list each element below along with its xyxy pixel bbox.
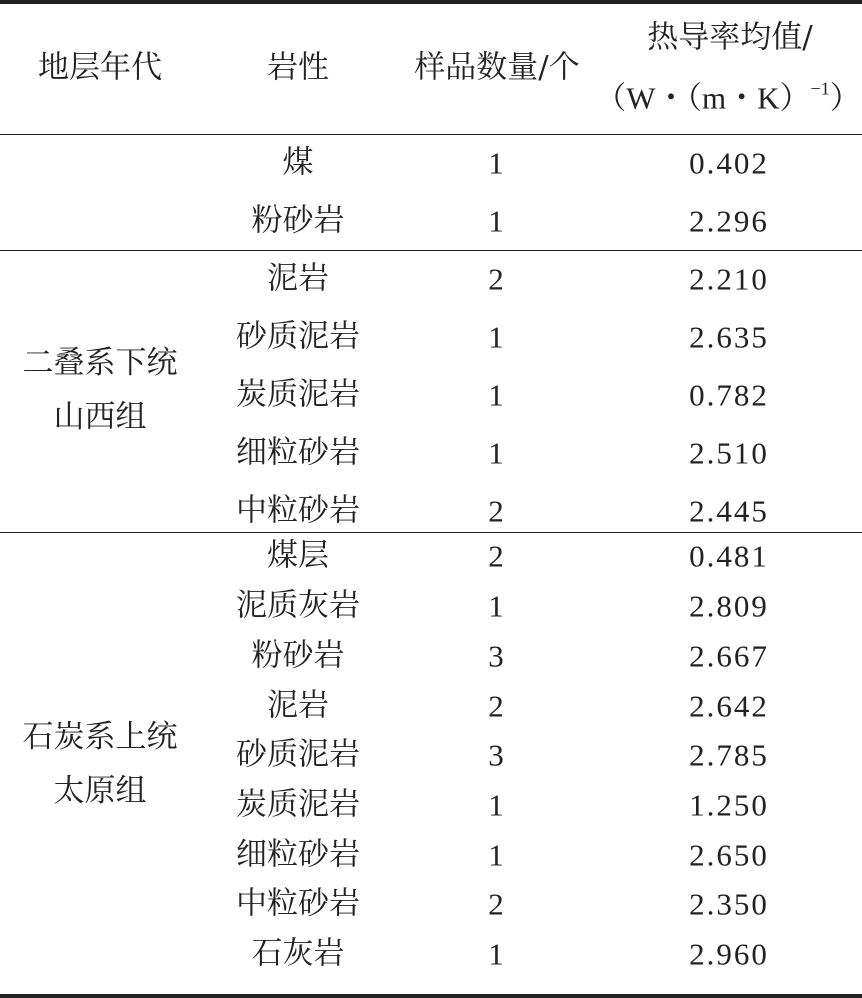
cell-count: 1 [488,319,504,355]
cell-conductivity: 2.510 [689,435,769,471]
stratum-group-label [23,336,178,444]
cell-conductivity: 2.960 [689,936,769,972]
cell-count: 3 [488,638,504,674]
cell-lithology: 煤层 [267,537,329,574]
header-conductivity: 热导率均值/ [647,19,813,56]
cell-count: 1 [488,787,504,823]
cell-count: 1 [488,377,504,413]
cell-conductivity: 1.250 [689,787,769,823]
cell-lithology: 细粒砂岩 [236,836,360,873]
stratum-group-label [23,710,178,818]
header-bottom-rule [0,134,862,135]
cell-conductivity: 2.210 [689,261,769,297]
stratum-line-2: 山西组 [53,399,147,435]
cell-lithology: 泥岩 [267,260,329,297]
unit-exponent: −1 [810,78,830,99]
cell-lithology: 粉砂岩 [251,202,345,239]
cell-lithology: 炭质泥岩 [236,786,360,823]
cell-count: 1 [488,203,504,239]
cell-conductivity: 0.402 [689,145,769,181]
table-bottom-rule [0,994,862,998]
cell-count: 2 [488,493,504,529]
cell-conductivity: 2.785 [689,737,769,773]
cell-count: 2 [488,261,504,297]
cell-lithology: 石灰岩 [251,935,345,972]
cell-lithology: 细粒砂岩 [236,434,360,471]
cell-conductivity: 2.635 [689,319,769,355]
cell-count: 1 [488,936,504,972]
unit-prefix: （W・（m・K） [595,80,811,116]
cell-lithology: 炭质泥岩 [236,376,360,413]
cell-conductivity: 2.650 [689,837,769,873]
cell-lithology: 泥岩 [267,687,329,724]
header-lithology: 岩性 [267,49,329,86]
cell-count: 1 [488,588,504,624]
cell-count: 1 [488,145,504,181]
unit-suffix: ） [829,80,861,116]
group-divider-rule [0,250,862,251]
cell-lithology: 砂质泥岩 [236,736,360,773]
stratum-line-1: 二叠系下统 [22,345,178,381]
header-stratum: 地层年代 [38,49,162,86]
cell-lithology: 煤 [282,144,314,181]
header-conductivity-unit [595,78,861,116]
cell-conductivity: 2.809 [689,588,769,624]
cell-count: 2 [488,688,504,724]
cell-conductivity: 2.445 [689,493,769,529]
stratum-line-1: 石炭系上统 [22,719,178,755]
cell-count: 2 [488,886,504,922]
stratum-line-2: 太原组 [53,773,147,809]
cell-conductivity: 2.296 [689,203,769,239]
cell-count: 1 [488,837,504,873]
table-top-rule [0,0,862,4]
cell-count: 1 [488,435,504,471]
cell-conductivity: 2.642 [689,688,769,724]
cell-count: 3 [488,737,504,773]
cell-count: 2 [488,538,504,574]
cell-lithology: 粉砂岩 [251,637,345,674]
cell-conductivity: 2.350 [689,886,769,922]
cell-conductivity: 0.782 [689,377,769,413]
cell-conductivity: 0.481 [689,538,769,574]
cell-lithology: 砂质泥岩 [236,318,360,355]
group-divider-rule [0,532,862,533]
header-sample-count: 样品数量/个 [414,49,580,86]
cell-conductivity: 2.667 [689,638,769,674]
cell-lithology: 泥质灰岩 [236,587,360,624]
cell-lithology: 中粒砂岩 [236,492,360,529]
cell-lithology: 中粒砂岩 [236,885,360,922]
